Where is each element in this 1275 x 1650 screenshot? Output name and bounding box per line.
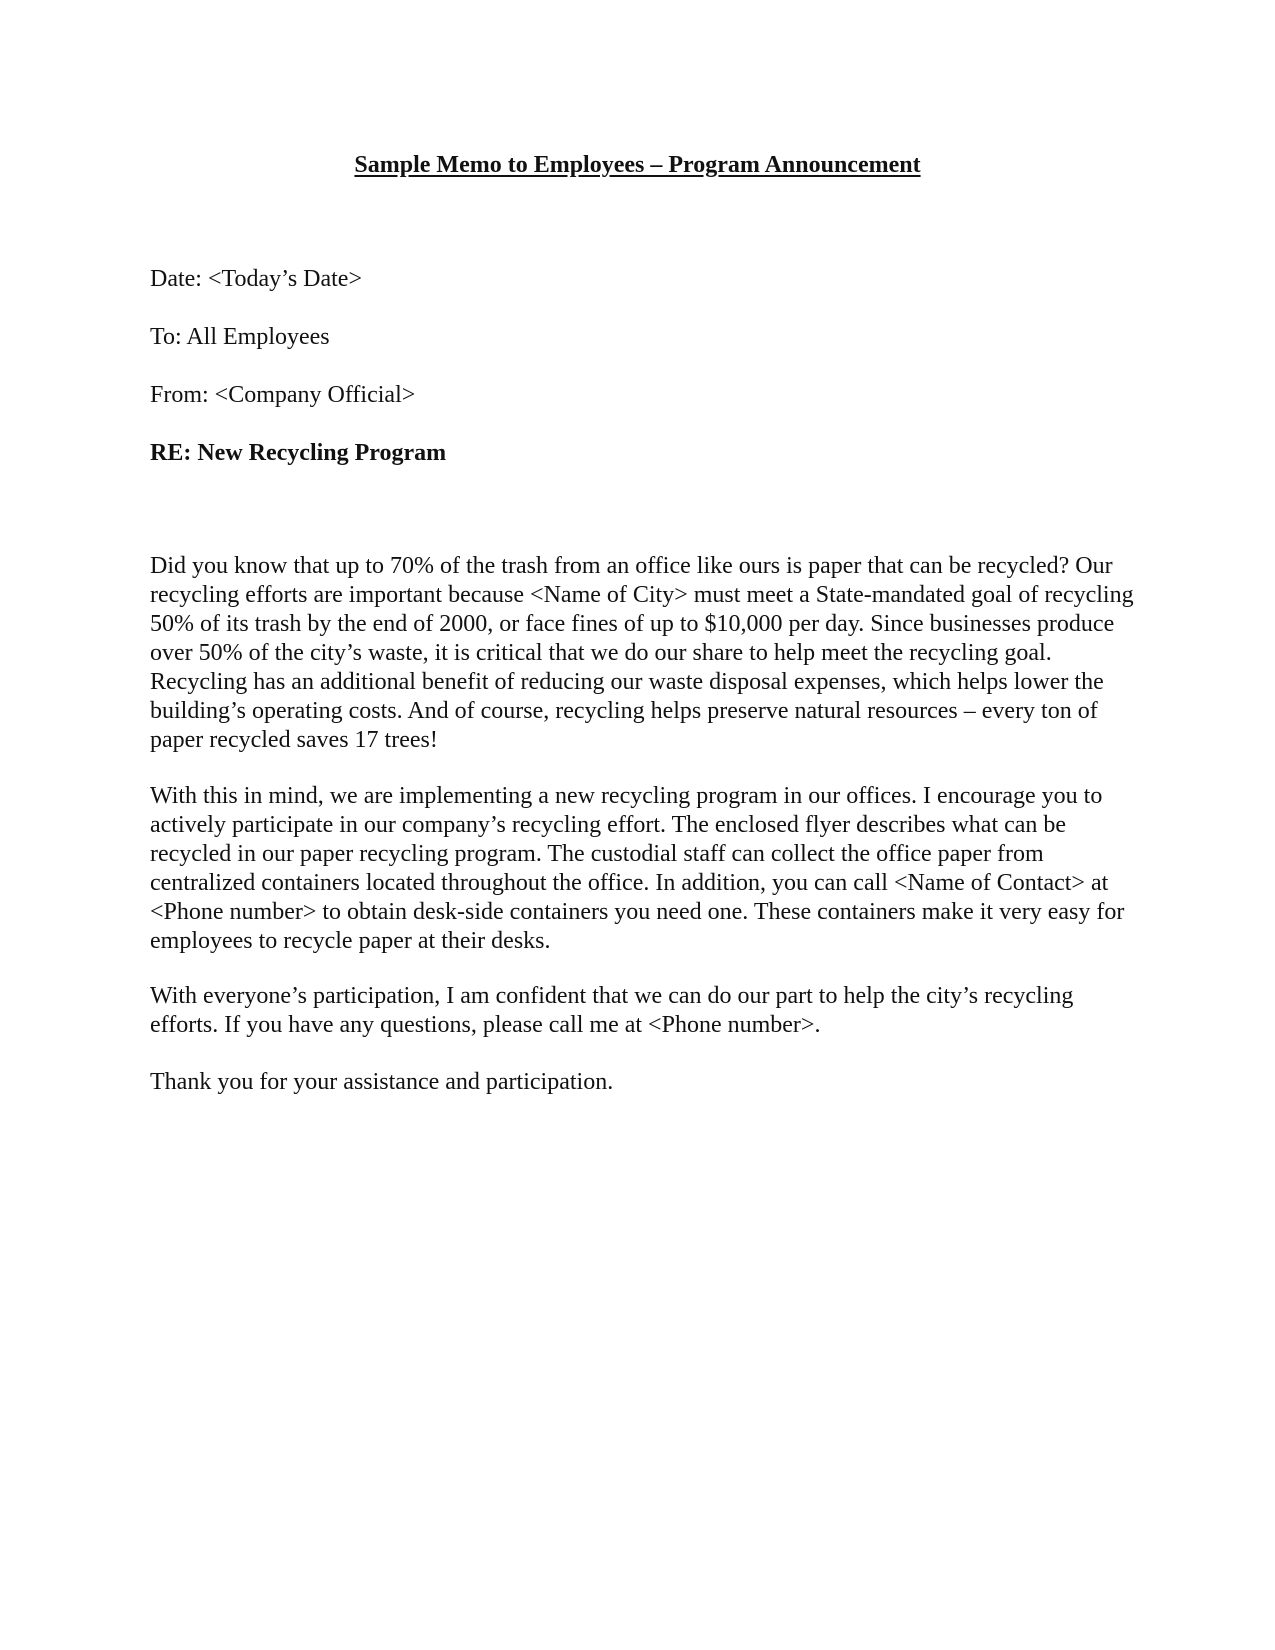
memo-title: Sample Memo to Employees – Program Announcement bbox=[354, 152, 921, 178]
body-paragraph-3: With everyone’s participation, I am confident that we can do our part to help the city’s recycling efforts. If you have any questions, please call me at <Phone number>. bbox=[150, 983, 1074, 1038]
closing-paragraph: Thank you for your assistance and participation. bbox=[150, 1069, 614, 1095]
body-paragraph-2: With this in mind, we are implementing a new recycling program in our offices. I encourage you to actively participate in our company’s recycling effort. The enclosed flyer describes what can be recycled in our paper recycling program. The custodial staff can collect the office paper from centralized containers located throughout the office. In addition, you can call <Name of Contact> at <Phone number> to obtain desk-side containers you need one. These containers make it very easy for employees to recycle paper at their desks. bbox=[150, 783, 1125, 954]
body-paragraph-1: Did you know that up to 70% of the trash from an office like ours is paper that can be recycled? Our recycling efforts are important because <Name of City> must meet a State-mandated goal of recycling 50% of its trash by the end of 2000, or face fines of up to $10,000 per day. Since businesses produce over 50% of the city’s waste, it is critical that we do our share to help meet the recycling goal. Recycling has an additional benefit of reducing our waste disposal expenses, which helps lower the building’s operating costs. And of course, recycling helps preserve natural resources – every ton of paper recycled saves 17 trees! bbox=[150, 553, 1134, 753]
subject-line: RE: New Recycling Program bbox=[150, 440, 447, 466]
from-line: From: <Company Official> bbox=[150, 382, 416, 408]
to-line: To: All Employees bbox=[150, 324, 330, 350]
date-line: Date: <Today’s Date> bbox=[150, 266, 362, 292]
